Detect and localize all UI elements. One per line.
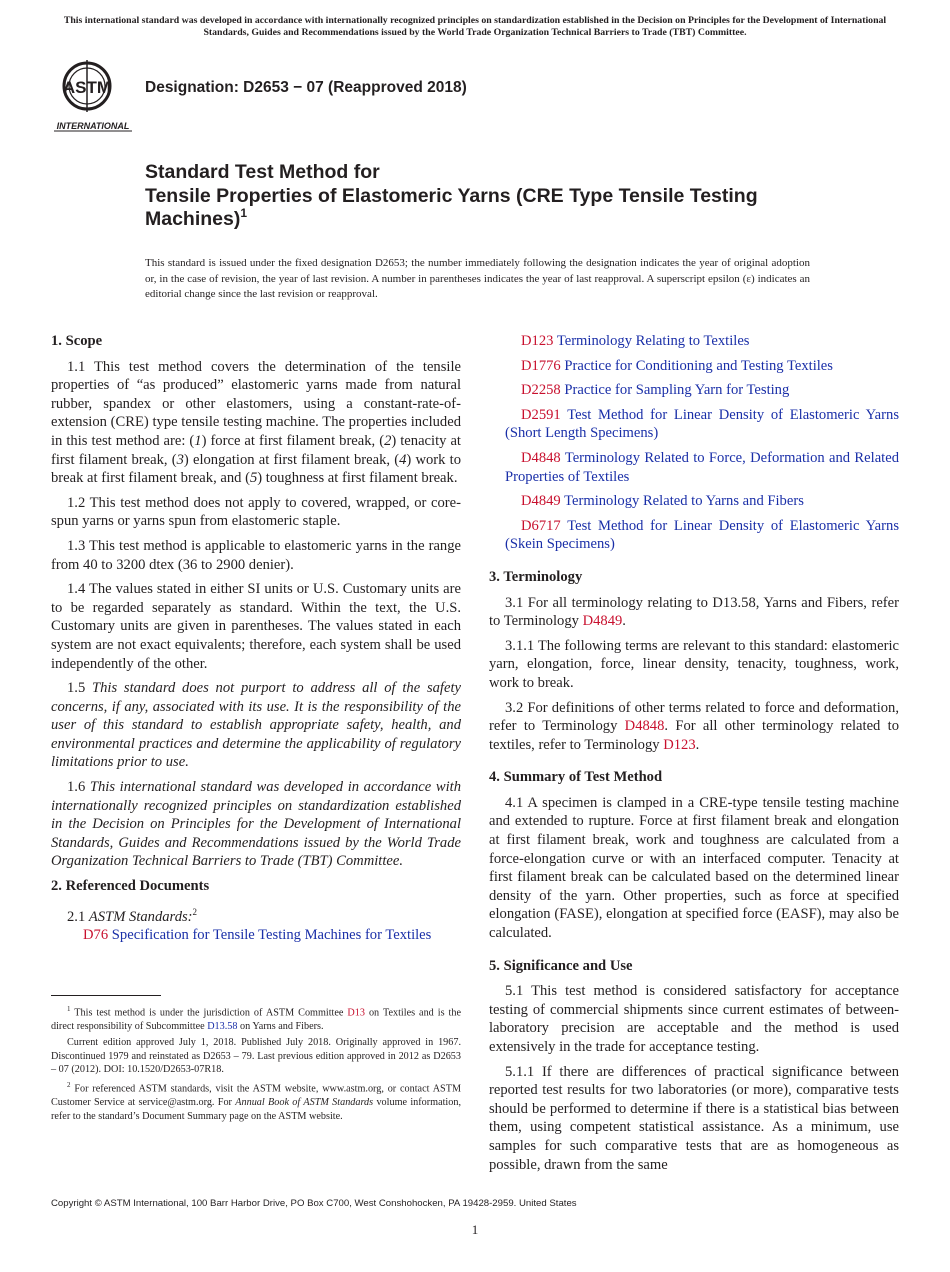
- ref-d123[interactable]: D123 Terminology Relating to Textiles: [521, 333, 750, 349]
- link-d4848[interactable]: D4848: [624, 718, 665, 735]
- para-1-3: 1.3 This test method is applicable to elastomeric yarns in the range from 40 to 3200 dtex (36 to 2900 denier).: [51, 537, 461, 573]
- right-column: [489, 332, 899, 1180]
- footnotes: [51, 1003, 461, 1126]
- section-heading-terminology: 3. Terminology: [489, 568, 583, 585]
- para-1-5: 1.5 This standard does not purport to address all of the safety concerns, if any, associated with its use. It is the responsibility of the user of this standard to establish appropriate safety, health, and environmental practices and determine the applicability of regulatory limitations prior to use.: [51, 680, 461, 771]
- ref-d4849[interactable]: D4849 Terminology Related to Yarns and Fibers: [521, 493, 804, 510]
- para-1-6: 1.6 This international standard was developed in accordance with internationally recognized principles on standardization established in the Decision on Principles for the Development of International Standards, Guides and Recommendations issued by the World Trade Organization Technical Barriers to Trade (TBT) Committee.: [51, 779, 462, 870]
- footnote-rule: [51, 995, 161, 996]
- page-number: 1: [471, 1222, 479, 1237]
- para-4-1: 4.1 A specimen is clamped in a CRE-type tensile testing machine and extended to rupture. Force at first filament break and elongation at first filament break, work and toughness are calculated from a force-elongation curve or with an interfaced computer. Tenacity at first filament break can be calculated based on the determined linear density of the yarn. Other properties, such as force at specified elongation (FASE), elongation at specified force (EASF), may also be calculated.: [489, 794, 899, 942]
- document-title: [145, 161, 865, 232]
- para-5-1-1: 5.1.1 If there are differences of practical significance between reported test results for two laboratories (or more), comparative tests should be performed to determine if there is a statistical bias between them, using competent statistical assistance. As a minimum, use samples for such comparative tests that are as homogeneous as possible, drawn from the same: [489, 1063, 899, 1173]
- title-main: Tensile Properties of Elastomeric Yarns (CRE Type Tensile Testing Machines): [145, 184, 758, 230]
- para-3-2: 3.2 For definitions of other terms related to force and deformation, refer to Terminology D4848. For all other terminology related to textiles, refer to Terminology D123.: [489, 699, 899, 753]
- logo-text: ASTM: [62, 78, 112, 97]
- link-d13-58[interactable]: D13.58: [207, 1020, 238, 1032]
- ref-d2591[interactable]: D2591 Test Method for Linear Density of Elastomeric Yarns (Short Length Specimens): [505, 406, 899, 442]
- left-column: [51, 332, 461, 951]
- ref-d76[interactable]: D76 Specification for Tensile Testing Machines for Textiles: [83, 927, 432, 944]
- para-5-1: 5.1 This test method is considered satisfactory for acceptance testing of commercial shipments since current estimates of between-laboratory precision are acceptable and the method is used extensively in the trade for acceptance testing.: [489, 983, 899, 1055]
- copyright-notice: Copyright © ASTM International, 100 Barr Harbor Drive, PO Box C700, West Conshohocken, PA 19428-2959. United States: [51, 1198, 577, 1209]
- para-2-1: 2.1 ASTM Standards:$^2$: [67, 906, 198, 925]
- astm-logo: [52, 56, 134, 132]
- title-line-1: Standard Test Method for: [145, 161, 380, 183]
- link-d13[interactable]: D13: [347, 1007, 365, 1019]
- footnote-1-edition: Current edition approved July 1, 2018. Published July 2018. Originally approved in 1967. Discontinued 1979 and reinstated as D2653 – 79. Last previous edition approved in 2012 as D2653 – 07 (2012). DOI: 10.1520/D2653-07R18.: [51, 1037, 461, 1076]
- link-d4849[interactable]: D4849: [582, 613, 623, 630]
- section-heading-significance: 5. Significance and Use: [489, 957, 633, 974]
- footnote-1: $^1$ This test method is under the jurisdiction of ASTM Committee D13 on Textiles and is the direct responsibility of Subcommittee D13.58 on Yarns and Fibers.: [51, 1005, 461, 1032]
- section-heading-summary: 4. Summary of Test Method: [489, 769, 663, 786]
- ref-d6717[interactable]: D6717 Test Method for Linear Density of Elastomeric Yarns (Skein Specimens): [505, 517, 899, 553]
- ref-d4848[interactable]: D4848 Terminology Related to Force, Deformation and Related Properties of Textiles: [505, 449, 900, 485]
- ref-d1776[interactable]: D1776 Practice for Conditioning and Testing Textiles: [521, 357, 833, 374]
- top-notice: This international standard was developed in accordance with internationally recognized principles on standardization established in the Decision on Principles for the Development of International Standards, Guides and Recommendations issued by the World Trade Organization Technical Barriers to Trade (TBT) Committee.: [63, 15, 887, 38]
- para-3-1-1: 3.1.1 The following terms are relevant to this standard: elastomeric yarn, elongation, force, linear density, tenacity, toughness, work, work to break.: [489, 637, 899, 691]
- logo-subtext: INTERNATIONAL: [56, 121, 130, 131]
- para-1-4: 1.4 The values stated in either SI units or U.S. Customary units are to be regarded separately as standard. Within the text, the U.S. Customary units are given in parentheses. The values stated in each system are not exact equivalents; therefore, each system shall be used independently of the other.: [51, 581, 461, 672]
- section-heading-scope: 1. Scope: [51, 333, 103, 349]
- title-line-2: [145, 185, 865, 232]
- para-1-1: 1.1 This test method covers the determination of the tensile properties of “as produced” elastomeric yarns made from natural rubber, spandex or other elastomers, using a constant-rate-of-extension (CRE) type tensile testing machine. The properties included in this test method are: (1) force at first filament break, (2) tenacity at first filament break, (3) elongation at first filament break, (4) work to break at first filament break, and (5) toughness at first filament break.: [51, 358, 461, 487]
- reference-list: [489, 332, 899, 554]
- link-d123[interactable]: D123: [663, 736, 696, 753]
- designation: Designation: D2653 − 07 (Reapproved 2018): [145, 79, 467, 96]
- footnote-2: $^2$ For referenced ASTM standards, visit the ASTM website, www.astm.org, or contact ASTM Customer Service at service@astm.org. For Annual Book of ASTM Standards volume information, refer to the standard’s Document Summary page on the ASTM website.: [51, 1081, 461, 1122]
- para-1-2: 1.2 This test method does not apply to covered, wrapped, or core-spun yarns or yarns spun from elastomeric staple.: [51, 494, 461, 530]
- astm-logo-icon: [52, 56, 134, 132]
- issued-note: This standard is issued under the fixed designation D2653; the number immediately following the designation indicates the year of original adoption or, in the case of revision, the year of last revision. A number in parentheses indicates the year of last reapproval. A superscript epsilon (ε) indicates an editorial change since the last revision or reapproval.: [145, 257, 810, 300]
- title-footnote-mark: 1: [240, 206, 248, 220]
- ref-d2258[interactable]: D2258 Practice for Sampling Yarn for Testing: [521, 382, 790, 399]
- section-heading-referenced: 2. Referenced Documents: [51, 878, 210, 895]
- para-3-1: 3.1 For all terminology relating to D13.58, Yarns and Fibers, refer to Terminology D4849.: [489, 594, 899, 630]
